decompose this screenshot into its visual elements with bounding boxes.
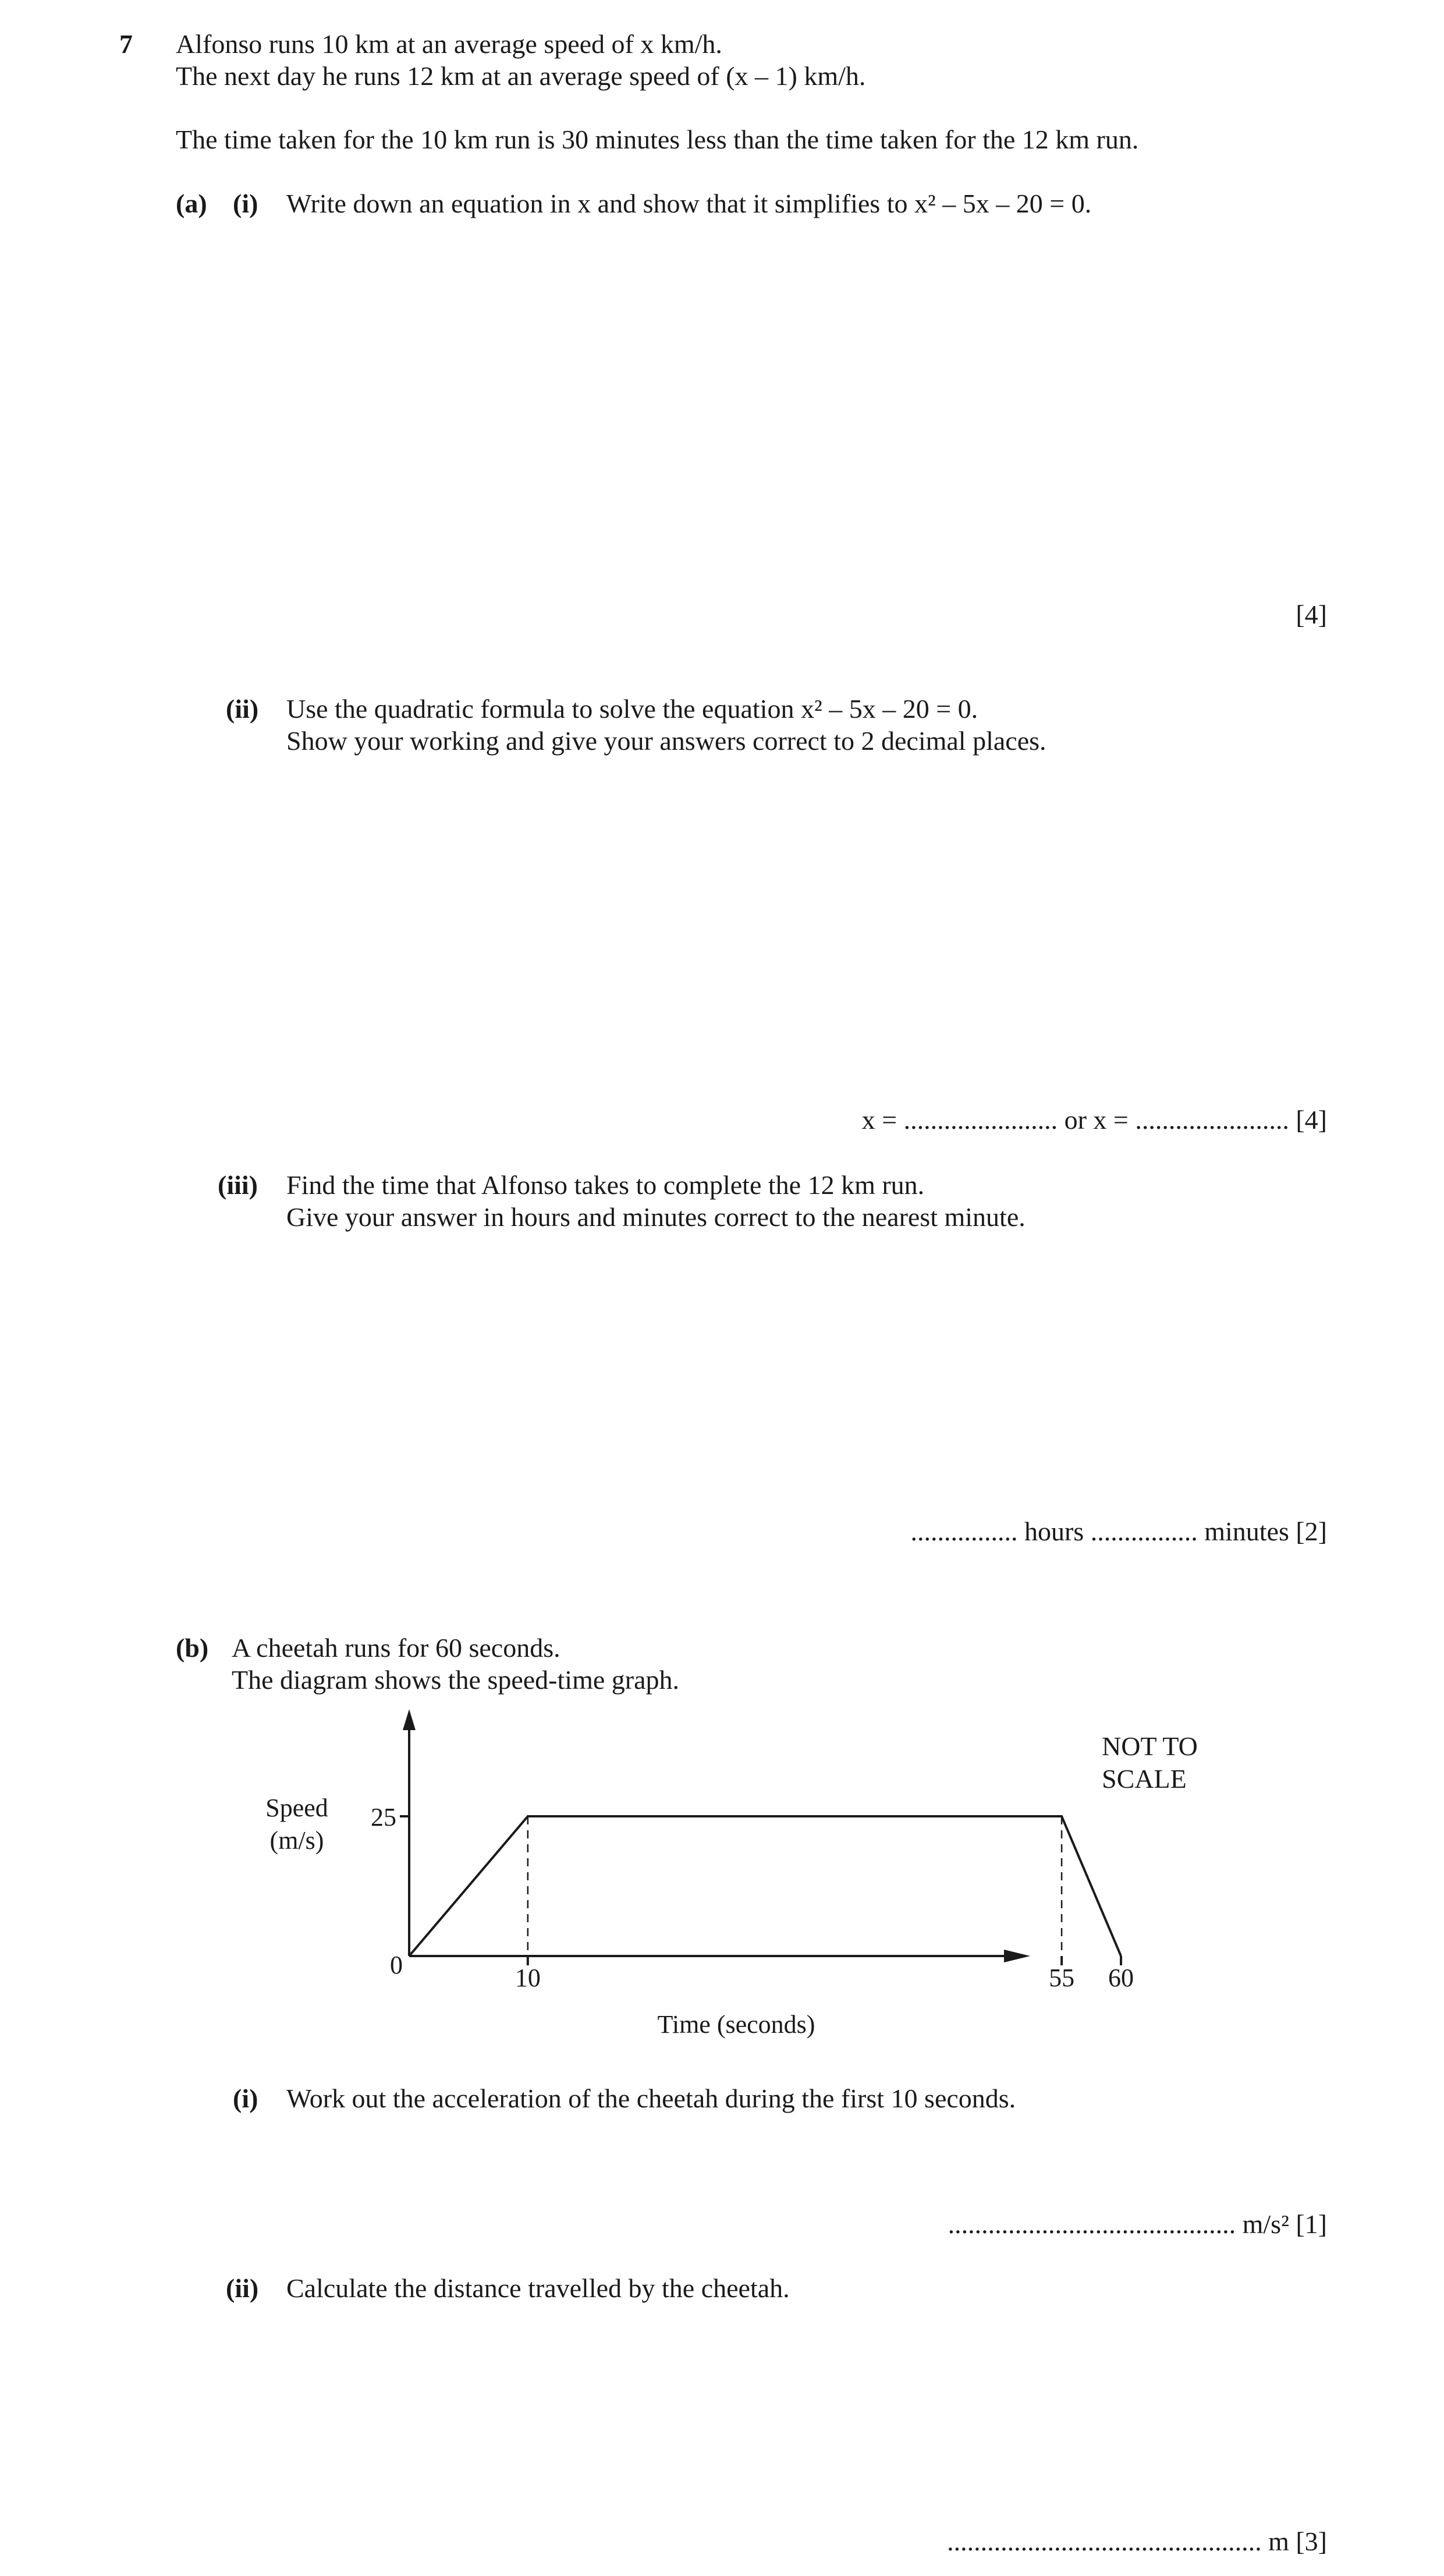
part-b-line-2: The diagram shows the speed-time graph. [232,1665,679,1695]
origin-label: 0 [390,1951,403,1979]
part-b-ii-label: (ii) [226,2273,259,2303]
part-b-i-answer-line: ........................................... m/s² [1] [948,2209,1327,2239]
part-b-i-text: Work out the acceleration of the cheetah during the first 10 seconds. [286,2084,1016,2113]
part-b-line-1: A cheetah runs for 60 seconds. [232,1633,560,1663]
part-a-iii-label: (iii) [218,1170,258,1200]
intro-line-1: Alfonso runs 10 km at an average speed of x km/h. [176,29,722,59]
speed-time-graph [221,1706,1134,2055]
part-a-iii-answer-line: ................ hours ................ minutes [2] [910,1516,1327,1546]
part-b-i-label: (i) [233,2084,258,2113]
part-a-ii-line-1: Use the quadratic formula to solve the equation x² – 5x – 20 = 0. [286,694,978,724]
part-a-iii-line-2: Give your answer in hours and minutes correct to the nearest minute. [286,1202,1026,1232]
part-a-label: (a) [176,189,207,218]
y-axis-label: (m/s) [269,1826,324,1855]
part-a-ii-label: (ii) [226,694,259,724]
y-tick-label: 25 [371,1803,396,1831]
not-to-scale-line-1: NOT TO [1102,1731,1198,1761]
y-axis-arrow [403,1709,416,1730]
part-a-ii-line-2: Show your working and give your answers correct to 2 decimal places. [286,726,1046,756]
y-axis-label: Speed [265,1794,328,1822]
question-number: 7 [119,29,133,59]
part-a-i-label: (i) [233,189,258,218]
x-tick-label: 60 [1108,1964,1134,1992]
part-b-label: (b) [176,1633,209,1663]
part-b-ii-answer-line: ............................................... m [3] [947,2527,1327,2556]
speed-series-line [409,1816,1121,1956]
x-axis-arrow [1004,1950,1030,1962]
part-a-iii-line-1: Find the time that Alfonso takes to complete the 12 km run. [286,1170,925,1200]
speed-time-graph-svg [221,1706,1134,2055]
not-to-scale-line-2: SCALE [1102,1764,1187,1794]
part-a-i-marks: [4] [1296,600,1327,629]
part-b-ii-text: Calculate the distance travelled by the cheetah. [286,2273,790,2303]
intro-line-3: The time taken for the 10 km run is 30 minutes less than the time taken for the 12 km run. [176,125,1139,154]
x-axis-label: Time (seconds) [657,2010,815,2039]
part-a-ii-answer-line: x = ....................... or x = ....................... [4] [861,1105,1327,1135]
x-tick-label: 55 [1049,1964,1075,1992]
intro-line-2: The next day he runs 12 km at an average speed of (x – 1) km/h. [176,61,866,91]
x-tick-label: 10 [515,1964,541,1992]
part-a-i-text: Write down an equation in x and show that it simplifies to x² – 5x – 20 = 0. [286,189,1092,218]
